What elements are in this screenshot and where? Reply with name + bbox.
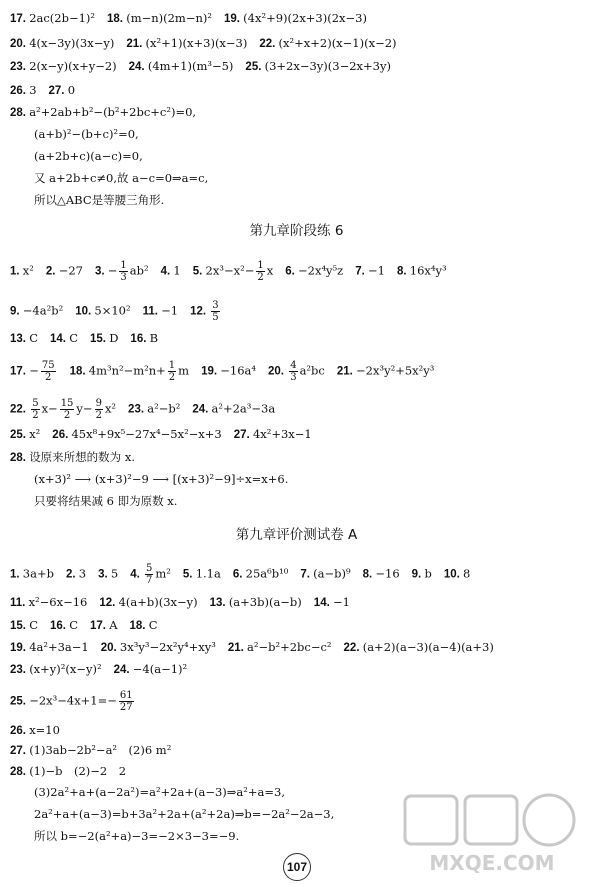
fraction-numerator: 1 xyxy=(120,260,127,271)
answer-line xyxy=(10,742,171,759)
question-number: 25. xyxy=(245,61,265,73)
question-number: 7. xyxy=(355,265,369,278)
question-number: 25. xyxy=(10,695,30,708)
answer-line xyxy=(10,449,135,466)
answer-text: C xyxy=(69,331,78,345)
question-number: 19. xyxy=(201,365,221,378)
question-number: 20. xyxy=(268,365,288,378)
answer-text: m² xyxy=(155,566,171,581)
answer-text: 4x²+3x−1 xyxy=(252,427,312,441)
answer-text: 4(a+b)(3x−y) xyxy=(118,595,198,609)
answer-line xyxy=(10,398,275,421)
question-number: 18. xyxy=(107,13,127,25)
fraction-numerator: 3 xyxy=(212,300,219,311)
answer-text: (1)3ab−2b²−a² (2)6 m² xyxy=(29,743,172,757)
answer-text: 45x⁸+9x⁵−27x⁴−5x²−x+3 xyxy=(71,427,222,441)
question-number: 19. xyxy=(223,13,244,25)
answer-text: 2x³−x²− xyxy=(205,263,255,278)
question-number: 14. xyxy=(50,333,70,345)
fraction-numerator: 1 xyxy=(257,260,264,271)
fraction xyxy=(119,260,127,283)
question-number: 4. xyxy=(130,568,144,581)
solution-step: (x+3)² ⟶ (x+3)²−9 ⟶ [(x+3)²−9]÷x=x+6. xyxy=(34,472,289,486)
fraction-denominator: 3 xyxy=(290,372,297,383)
answer-text: −16a⁴ xyxy=(220,363,257,378)
answer-text: 8 xyxy=(463,566,471,581)
question-number: 23. xyxy=(10,61,30,73)
question-number: 26. xyxy=(52,429,72,441)
fraction xyxy=(211,300,219,323)
question-number: 20. xyxy=(10,38,30,50)
solution-step: (a+2b+c)(a−c)=0, xyxy=(34,149,143,163)
answer-text: B xyxy=(149,331,159,345)
fraction-denominator: 2 xyxy=(45,372,52,383)
answer-text: a²+2a³−3a xyxy=(211,401,276,416)
question-number: 5. xyxy=(182,568,196,581)
question-number: 5. xyxy=(192,265,206,278)
answer-text: (x²+x+2)(x−1)(x−2) xyxy=(278,36,397,50)
fraction xyxy=(60,398,75,421)
question-number: 21. xyxy=(227,642,248,654)
answer-line xyxy=(10,690,136,713)
question-number: 26. xyxy=(10,85,30,97)
question-number: 6. xyxy=(232,568,246,581)
question-number: 27. xyxy=(233,429,253,441)
answer-text: 1 xyxy=(173,263,181,278)
question-number: 16. xyxy=(50,620,70,632)
answer-text: m xyxy=(178,363,190,378)
question-number: 18. xyxy=(129,620,149,632)
question-number: 11. xyxy=(10,597,29,609)
answer-text: −2x³y²+5x²y³ xyxy=(356,363,435,378)
answer-text: 4(x−3y)(3x−y) xyxy=(29,36,115,50)
section-heading: 第九章阶段练 6 xyxy=(249,223,344,239)
fraction-numerator: 4 xyxy=(290,360,297,371)
fraction xyxy=(95,398,103,421)
answer-line xyxy=(10,330,158,347)
question-number: 14. xyxy=(313,597,333,609)
question-number: 24. xyxy=(192,403,212,416)
question-number: 7. xyxy=(300,568,314,581)
answer-text: (a+3b)(a−b) xyxy=(228,595,302,609)
question-number: 16. xyxy=(130,333,150,345)
question-number: 23. xyxy=(128,403,148,416)
answer-text: 4a²+3a−1 xyxy=(29,640,89,654)
question-number: 3. xyxy=(94,265,108,278)
question-number: 23. xyxy=(10,664,30,676)
solution-step: 所以△ABC是等腰三角形. xyxy=(34,193,165,207)
answer-line xyxy=(10,260,447,283)
question-number: 2. xyxy=(65,568,79,581)
answer-text: −4(a−1)² xyxy=(132,662,188,676)
section-heading: 第九章评价测试卷 A xyxy=(235,527,358,543)
fraction-numerator: 5 xyxy=(32,398,39,409)
fraction-denominator: 27 xyxy=(119,702,133,713)
question-number: 8. xyxy=(362,568,376,581)
solution-step: 所以 b=−2(a²+a)−3=−2×3−3=−9. xyxy=(34,829,240,843)
question-number: 9. xyxy=(411,568,425,581)
question-number: 21. xyxy=(126,38,146,50)
fraction-denominator: 2 xyxy=(257,272,264,283)
fraction-numerator: 1 xyxy=(168,360,176,371)
answer-text: 3 xyxy=(29,83,37,97)
answer-line xyxy=(10,58,391,75)
answer-text: −2x³−4x+1=− xyxy=(29,693,117,708)
answer-text: a²+2ab+b²−(b²+2bc+c²)=0, xyxy=(29,105,197,119)
fraction xyxy=(145,563,153,586)
question-number: 17. xyxy=(10,365,30,378)
answer-line xyxy=(10,661,187,678)
question-number: 1. xyxy=(10,265,23,278)
answer-text: x² xyxy=(22,263,34,278)
answer-text: ab² xyxy=(129,263,149,278)
answer-text: (1)−b (2)−2 2 xyxy=(29,764,127,778)
answer-text: (x²+1)(x+3)(x−3) xyxy=(145,36,248,50)
answer-text: 5 xyxy=(110,566,119,581)
answer-text: 3x³y³−2x²y⁴+xy³ xyxy=(119,640,216,654)
answer-line xyxy=(10,617,158,634)
answer-text: C xyxy=(69,618,78,632)
fraction xyxy=(31,398,39,421)
fraction-denominator: 2 xyxy=(168,372,176,383)
answer-text: D xyxy=(109,331,119,345)
watermark-logo xyxy=(397,790,587,880)
fraction xyxy=(256,260,264,283)
answer-text: C xyxy=(148,618,158,632)
question-number: 10. xyxy=(443,568,464,581)
answer-text: −4a²b² xyxy=(22,303,64,318)
question-number: 26. xyxy=(10,725,30,737)
question-number: 22. xyxy=(259,38,279,50)
answer-text: C xyxy=(29,618,38,632)
question-number: 6. xyxy=(285,265,298,278)
answer-text: (m−n)(2m−n)² xyxy=(126,11,212,25)
question-number: 3. xyxy=(98,568,111,581)
fraction-numerator: 9 xyxy=(95,398,102,409)
answer-line xyxy=(10,35,397,52)
question-number: 15. xyxy=(90,333,110,345)
solution-step: 2a²+a+(a−3)=b+3a²+2a+(a²+2a)⇒b=−2a²−2a−3, xyxy=(34,807,335,821)
question-number: 27. xyxy=(48,85,68,97)
question-number: 11. xyxy=(142,305,162,318)
answer-text: −2x⁴y⁵z xyxy=(298,263,344,278)
fraction xyxy=(168,360,176,383)
fraction-denominator: 2 xyxy=(32,410,39,421)
question-number: 12. xyxy=(190,305,210,318)
question-number: 24. xyxy=(128,61,148,73)
answer-line xyxy=(10,104,196,121)
question-number: 15. xyxy=(10,620,30,632)
question-number: 28. xyxy=(10,766,30,778)
question-number: 9. xyxy=(10,305,23,318)
question-number: 4. xyxy=(160,265,174,278)
fraction-denominator: 2 xyxy=(95,410,102,421)
question-number: 18. xyxy=(69,365,89,378)
question-number: 17. xyxy=(90,620,110,632)
answer-line xyxy=(10,300,222,323)
solution-step: 只要将结果减 6 即为原数 x. xyxy=(34,494,178,508)
question-number: 25. xyxy=(10,429,30,441)
answer-text: 1.1a xyxy=(195,566,221,581)
page-number: 107 xyxy=(283,853,311,881)
answer-text: − xyxy=(107,263,118,278)
solution-step: (3)2a²+a+(a−2a²)=a²+2a+(a−3)⇒a²+a=3, xyxy=(34,785,285,799)
answer-text: − xyxy=(29,363,39,378)
solution-step: 又 a+2b+c≠0,故 a−c=0⇒a=c, xyxy=(34,171,209,185)
fraction-denominator: 3 xyxy=(120,272,127,283)
answer-text: 2(x−y)(x+y−2) xyxy=(29,59,117,73)
answer-line xyxy=(10,722,60,739)
answer-text: x=10 xyxy=(29,723,60,737)
fraction xyxy=(289,360,297,383)
answer-text: 16x⁴y³ xyxy=(409,263,447,278)
answer-line xyxy=(10,594,350,611)
answer-text: −1 xyxy=(161,303,179,318)
solution-step: (a+b)²−(b+c)²=0, xyxy=(34,127,139,141)
answer-text: 2ac(2b−1)² xyxy=(29,11,96,25)
answer-text: (a+2)(a−3)(a−4)(a+3) xyxy=(362,640,494,654)
fraction xyxy=(41,360,56,383)
answer-line xyxy=(10,360,434,383)
answer-text: −27 xyxy=(58,263,83,278)
answer-text: 3 xyxy=(78,566,87,581)
fraction-numerator: 61 xyxy=(119,690,133,701)
question-number: 28. xyxy=(10,452,30,464)
question-number: 17. xyxy=(10,13,30,25)
question-number: 20. xyxy=(100,642,120,654)
answer-text: x² xyxy=(104,401,117,416)
question-number: 21. xyxy=(336,365,357,378)
fraction-denominator: 2 xyxy=(63,410,71,421)
answer-text: a²bc xyxy=(299,363,325,378)
answer-text: x²−6x−16 xyxy=(28,595,88,609)
fraction xyxy=(119,690,134,713)
answer-text: −1 xyxy=(332,595,350,609)
answer-text: a²−b²+2bc−c² xyxy=(247,640,332,654)
answer-text: (x+y)²(x−y)² xyxy=(29,662,102,676)
question-number: 8. xyxy=(396,265,410,278)
answer-text: 3a+b xyxy=(22,566,54,581)
question-number: 13. xyxy=(209,597,229,609)
answer-text: C xyxy=(29,331,38,345)
question-number: 22. xyxy=(10,403,30,416)
question-number: 24. xyxy=(113,664,133,676)
question-number: 1. xyxy=(10,568,23,581)
answer-text: (4x²+9)(2x+3)(2x−3) xyxy=(243,11,367,25)
fraction-denominator: 5 xyxy=(212,312,219,323)
question-number: 19. xyxy=(10,642,30,654)
answer-text: (3+2x−3y)(3−2x+3y) xyxy=(264,59,391,73)
answer-text: x² xyxy=(29,427,41,441)
question-number: 13. xyxy=(10,333,30,345)
answer-text: y− xyxy=(76,401,93,416)
answer-text: −16 xyxy=(375,566,400,581)
answer-text: 5×10² xyxy=(94,303,131,318)
question-number: 2. xyxy=(45,265,59,278)
question-number: 12. xyxy=(99,597,119,609)
answer-text: 4m³n²−m²n+ xyxy=(88,363,166,378)
answer-line xyxy=(10,10,367,27)
answer-line xyxy=(10,426,312,443)
question-number: 22. xyxy=(343,642,363,654)
question-number: 28. xyxy=(10,107,30,119)
answer-text: A xyxy=(109,618,118,632)
answer-line xyxy=(10,763,126,780)
answer-text: b xyxy=(424,566,432,581)
answer-text: (a−b)⁹ xyxy=(313,566,351,581)
watermark-url: MXQE.COM xyxy=(429,851,555,875)
answer-text: x− xyxy=(41,401,58,416)
answer-line xyxy=(10,82,75,99)
answer-text: −1 xyxy=(368,263,385,278)
answer-text: 0 xyxy=(67,83,76,97)
answer-text: x xyxy=(266,263,274,278)
answer-text: 设原来所想的数为 x. xyxy=(29,450,135,464)
fraction-denominator: 7 xyxy=(146,575,153,586)
answer-line xyxy=(10,563,470,586)
fraction-numerator: 5 xyxy=(146,563,153,574)
answer-text: a²−b² xyxy=(147,401,181,416)
answer-text: (4m+1)(m³−5) xyxy=(147,59,234,73)
question-number: 10. xyxy=(75,305,95,318)
fraction-numerator: 15 xyxy=(60,398,74,409)
answer-text: 25a⁶b¹⁰ xyxy=(245,566,289,581)
question-number: 27. xyxy=(10,745,30,757)
answer-line xyxy=(10,639,494,656)
fraction-numerator: 75 xyxy=(41,360,55,371)
